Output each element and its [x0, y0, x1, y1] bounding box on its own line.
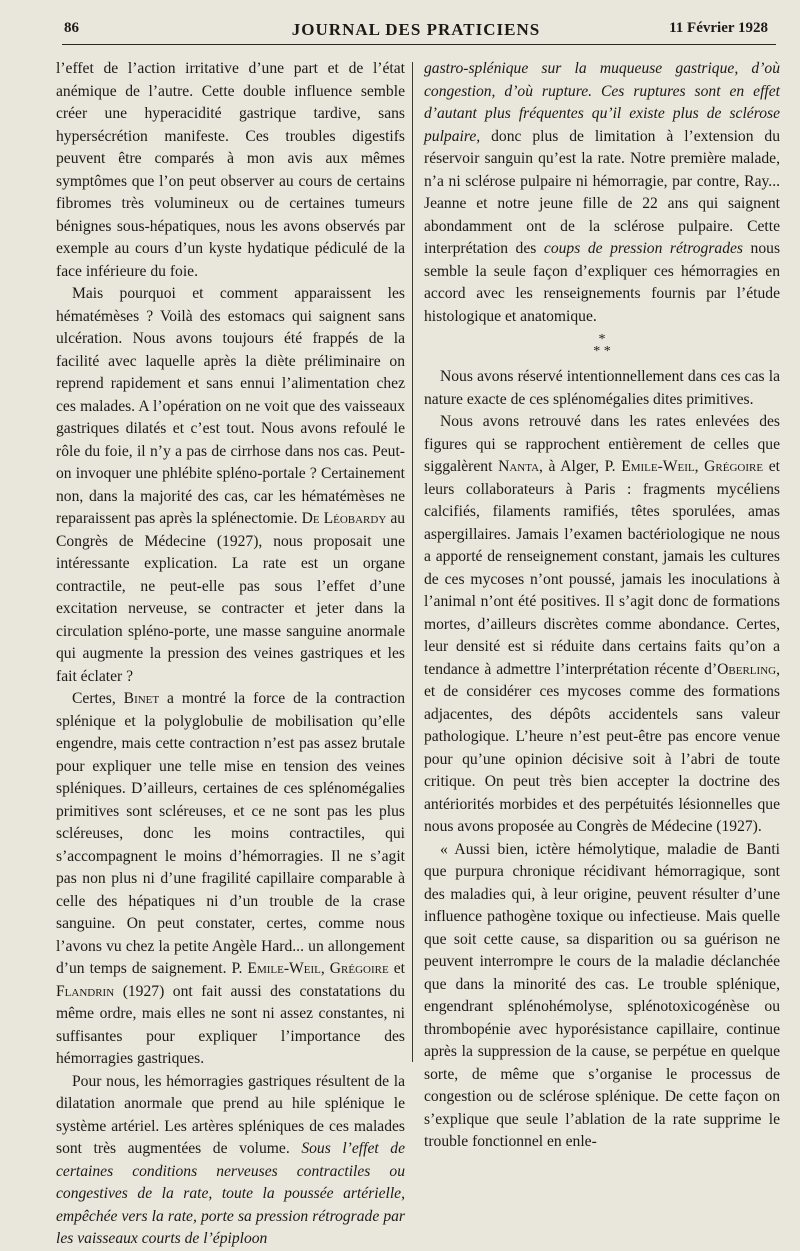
right-paragraph-3: Nous avons retrouvé dans les rates enlevées des figures qui se rapprochent entièrement de celles que siggalèrent Nanta, à Alger, P. Emile-Weil, Grégoire et leurs collaborateurs à Paris : fragments mycéliens calcifiés, filaments ramifiés, têtes sporulées, amas aspergillaires. Jamais l’examen bactériologique ne nous a apporté de renseignement constant, jamais les cultures de ces mycoses n’ont poussé, jamais les inoculations à l’animal n’ont été positives. Il s’agit donc de formations mortes, d’ailleurs discrètes comme abondance. Certes, leur densité est si réduite dans certains faits qu’on a tendance à admettre l’interprétation récente d’Oberling, et de considérer ces mycoses comme des formations adjacentes, des dépôts accidentels sans valeur pathologique. L’heure n’est peut-être pas encore venue pour qu’une opinion décisive soit à l’abri de toute critique. On peut très bien accepter la doctrine des antériorités morbides et des perpétuités lésionnelles que nous avons proposée au Congrès de Médecine (1927).	[424, 413, 781, 835]
right-paragraph-4: « Aussi bien, ictère hémolytique, maladie de Banti que purpura chronique récidivant hémorragique, sont des maladies qui, à leur origine, peuvent résulter d’une influence pathogène toxique ou infectieuse. Mais quelle que soit cette cause, sa disparition ou sa guérison ne peuvent interrompre le cours de la maladie déclanchée que dans la minorité des cas. Le trouble splénique, engendrant splénohémolyse, splénotoxicogénèse ou thrombopénie avec hyporésistance capillaire, continue après la suppression de la cause, se perpétue en quelque sorte, de même que s’organise le processus de congestion ou de sclérose splénique. De cette façon on s’explique que seule l’ablation de la rate supprime le trouble fonctionnel en enle-	[424, 840, 780, 1150]
left-paragraph-4: Pour nous, les hémorragies gastriques résultent de la dilatation anormale que prend au hile splénique le système artériel. Les artères spléniques de ces malades sont très augmentées de volume. Sous l’effet de certaines conditions nerveuses contractiles ou congestives de la rate, toute la poussée artérielle, empêchée vers la rate, porte sa pression rétrograde par les vaisseaux courts de l’épiploon	[56, 1072, 405, 1247]
section-separator-asterism: * * *	[593, 332, 611, 359]
page-header	[56, 20, 776, 42]
italic-passage: gastro-splénique sur la muqueuse gastrique, d’où congestion, d’où rupture. Ces ruptures sont en effet d’autant plus fréquentes qu’il existe plus de sclérose pulpaire,	[424, 60, 780, 145]
left-paragraph-3: Certes, Binet a montré la force de la contraction splénique et la polyglobulie de mobilisation qu’elle engendre, mais cette contraction n’est pas assez brutale pour expliquer une telle mise en tension des veines spléniques. D’ailleurs, certaines de ces splénomégalies primitives sont scléreuses, et ce ne sont pas les plus scléreuses, donc les moins contractiles, qui s’accompagnent le moins d’hémorragies. Il ne s’agit pas non plus ni d’une fragilité capillaire comparable à celle des hépatiques ni d’un trouble de la crase sanguine. On peut constater, certes, comme nous l’avons vu chez la petite Angèle Hard... un allongement d’un temps de saignement. P. Emile-Weil, Grégoire et Flandrin (1927) ont fait aussi des constatations du même ordre, mais elles ne sont ni assez constantes, ni suffisantes pour expliquer l’importance des hémorragies gastriques.	[56, 690, 406, 1067]
page-number: 86	[64, 20, 79, 36]
left-paragraph-1: l’effet de l’action irritative d’une part et de l’état anémique de l’autre. Cette double influence semble créer une hyperacidité gastrique tardive, sans hypersécrétion manifeste. Ces troubles digestifs peuvent être comparés à mon avis aux mêmes symptômes que l’on peut observer au cours de certains fibromes très volumineux ou de certaines tumeurs bénignes sous-hépatiques, nous les avons observés par exemple au cours d’un kyste hydatique pédiculé de la face inférieure du foie.	[56, 60, 405, 280]
author-name: Emile-Weil	[621, 458, 695, 475]
author-name: Nanta	[498, 458, 540, 475]
author-name: Grégoire	[704, 458, 764, 475]
author-name: Emile-Weil	[247, 960, 321, 977]
journal-title: JOURNAL DES PRATICIENS	[291, 20, 541, 39]
left-column	[56, 58, 405, 1251]
author-name: Flandrin	[56, 982, 115, 1000]
italic-passage: Sous l’effet de certaines conditions nerveuses contractiles ou congestives de la rate, toute la poussée artérielle, empêchée vers la rate, porte sa pression rétrograde par les vaisseaux courts de l’épiploon	[56, 1140, 405, 1247]
italic-passage: coups de pression rétrogrades	[543, 240, 743, 257]
right-column	[424, 58, 780, 1154]
author-name: Binet	[123, 690, 160, 707]
right-paragraph-1: gastro-splénique sur la muqueuse gastrique, d’où congestion, d’où rupture. Ces ruptures sont en effet d’autant plus fréquentes qu’il existe plus de sclérose pulpaire, donc plus de limitation à l’extension du réservoir sanguin qu’est la rate. Notre première malade, n’a ni sclérose pulpaire ni hémorragie, par contre, Ray... Jeanne et notre jeune fille de 22 ans qui saignent abondamment ont de la sclérose pulpaire. Cette interprétation des coups de pression rétrogrades nous semble la seule façon d’expliquer ces hémorragies en accord avec les renseignements fournis par l’étude histologique et anatomique.	[424, 60, 781, 325]
issue-date: 11 Février 1928	[669, 20, 768, 36]
right-paragraph-2: Nous avons réservé intentionnellement dans ces cas la nature exacte de ces splénomégalies dites primitives.	[424, 368, 780, 408]
author-name: De Léobardy	[301, 510, 387, 527]
header-rule	[62, 44, 776, 45]
author-name: Grégoire	[329, 960, 389, 977]
author-name: Oberling	[717, 660, 777, 678]
column-divider	[412, 62, 413, 1062]
left-paragraph-2: Mais pourquoi et comment apparaissent les hématémèses ? Voilà des estomacs qui saignent sans ulcération. Nous avons toujours été frappés de la facilité avec laquelle après la diète préliminaire on reprend rapidement et sans ennui l’alimentation chez ces malades. A l’opération on ne voit que des vaisseaux gastriques dilatés et c’est tout. Nous avons refoulé le rôle du foie, il n’y a pas de cirrhose dans nos cas. Peut-on invoquer une phlébite spléno-portale ? Certainement non, dans la majorité des cas, car les hématémèses ne reparaissent pas après la splénectomie. De Léobardy au Congrès de Médecine (1927), nous proposait une intéressante explication. La rate est un organe contractile, ne peut-elle pas sous l’effet d’une excitation nerveuse, se contracter et jeter dans la circulation spléno-porte, une masse sanguine anormale qui augmente la pression des veines gastriques et les fait éclater ?	[56, 285, 406, 685]
